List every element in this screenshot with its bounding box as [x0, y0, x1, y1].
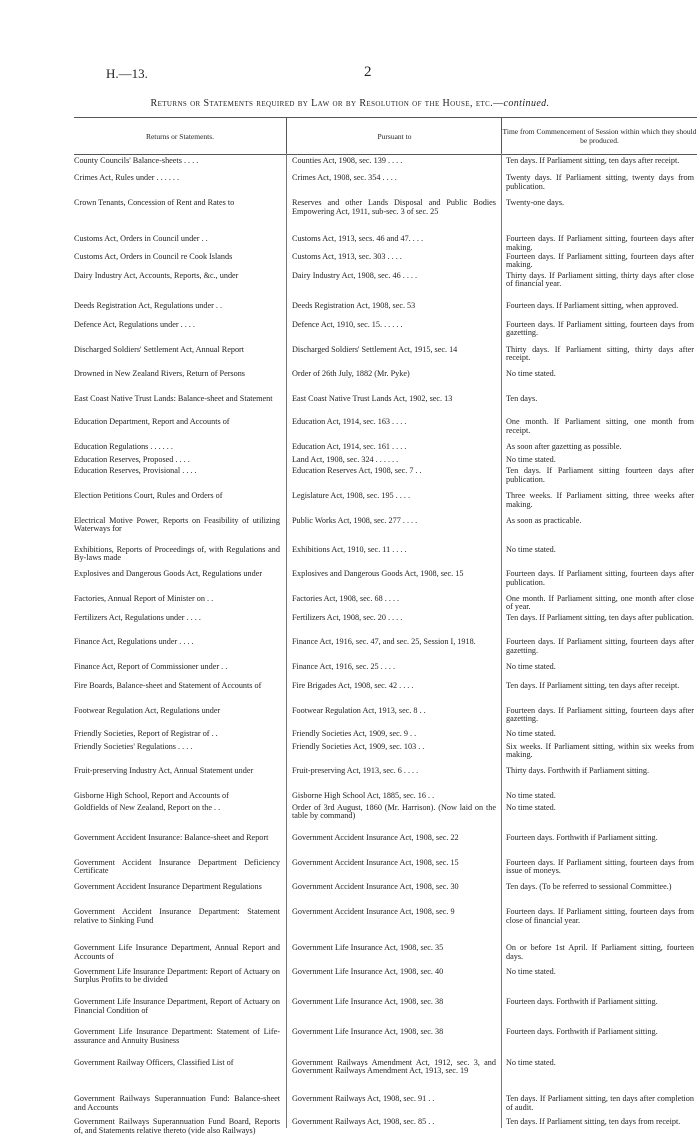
- pursuant-to: Dairy Industry Act, 1908, sec. 46 . . . .: [292, 270, 418, 280]
- time-period: Fourteen days. Forthwith if Parliament sitting.: [506, 1027, 658, 1037]
- pursuant-to: Friendly Societies Act, 1909, sec. 103 . .: [292, 741, 425, 751]
- time-period: No time stated.: [506, 1057, 556, 1067]
- pursuant-to: Defence Act, 1910, sec. 15. . . . . .: [292, 319, 403, 329]
- time-period: Ten days. If Parliament sitting, ten days after completion of audit.: [506, 1094, 694, 1112]
- time-period: Ten days.: [506, 393, 538, 403]
- pursuant-to: Government Accident Insurance Act, 1908, sec. 30: [292, 882, 459, 892]
- pursuant-to: Crimes Act, 1908, sec. 354 . . . .: [292, 173, 397, 183]
- return-title: Government Accident Insurance: Balance-sheet and Report: [74, 833, 269, 843]
- pursuant-to: Fertilizers Act, 1908, sec. 20 . . . .: [292, 612, 403, 622]
- pursuant-to: Legislature Act, 1908, sec. 195 . . . .: [292, 490, 411, 500]
- return-title: Defence Act, Regulations under . . . .: [74, 319, 195, 329]
- return-title: Government Life Insurance Department, Annual Report and Accounts of: [74, 943, 280, 961]
- return-title: Gisborne High School, Report and Accounts of: [74, 791, 229, 801]
- column-header-time: Time from Commencement of Session within which they should be produced.: [501, 117, 697, 155]
- time-period: Ten days. If Parliament sitting fourteen days after publication.: [506, 466, 694, 484]
- time-period: Ten days. (To be referred to sessional Committee.): [506, 882, 672, 892]
- pursuant-to: Land Act, 1908, sec. 324 . . . . . .: [292, 454, 399, 464]
- time-period: One month. If Parliament sitting, one month after close of year.: [506, 593, 694, 612]
- time-period: Thirty days. If Parliament sitting, thirty days after close of financial year.: [506, 270, 694, 289]
- column-divider: [286, 153, 287, 1128]
- pursuant-to: Footwear Regulation Act, 1913, sec. 8 . .: [292, 705, 426, 715]
- pursuant-to: Exhibitions Act, 1910, sec. 11 . . . .: [292, 544, 407, 554]
- column-header-returns: Returns or Statements.: [74, 117, 286, 155]
- pursuant-to: Education Reserves Act, 1908, sec. 7 . .: [292, 466, 422, 476]
- time-period: Fourteen days. If Parliament sitting, fourteen days from issue of moneys.: [506, 857, 694, 876]
- pursuant-to: Government Accident Insurance Act, 1908, sec. 22: [292, 833, 459, 843]
- time-period: Ten days. If Parliament sitting, ten days after receipt.: [506, 680, 680, 690]
- return-title: Factories, Annual Report of Minister on . .: [74, 593, 214, 603]
- page-number: 2: [364, 64, 372, 80]
- pursuant-to: Finance Act, 1916, sec. 25 . . . .: [292, 662, 396, 672]
- return-title: Education Regulations . . . . . .: [74, 441, 173, 451]
- column-header-pursuant: Pursuant to: [286, 117, 502, 155]
- pursuant-to: Finance Act, 1916, sec. 47, and sec. 25, Session I, 1918.: [292, 637, 476, 647]
- time-period: No time stated.: [506, 454, 556, 464]
- pursuant-to: Government Accident Insurance Act, 1908, sec. 15: [292, 857, 459, 867]
- pursuant-to: Factories Act, 1908, sec. 68 . . . .: [292, 593, 400, 603]
- table-subtitle: [0, 98, 700, 109]
- time-period: Twenty-one days.: [506, 198, 565, 208]
- subtitle-main: Returns or Statements required by Law or by Resolution of the House, etc.—: [150, 98, 504, 109]
- time-period: No time stated.: [506, 369, 556, 379]
- pursuant-to: Government Railways Amendment Act, 1912, sec. 3, and Government Railways Amendment Act, 1913, sec. 19: [292, 1057, 496, 1076]
- return-title: Fertilizers Act, Regulations under . . . .: [74, 612, 201, 622]
- pursuant-to: Order of 26th July, 1882 (Mr. Pyke): [292, 369, 410, 379]
- pursuant-to: Government Life Insurance Act, 1908, sec. 40: [292, 966, 444, 976]
- pursuant-to: Government Life Insurance Act, 1908, sec. 38: [292, 1027, 444, 1037]
- return-title: Footwear Regulation Act, Regulations under: [74, 705, 221, 715]
- pursuant-to: Education Act, 1914, sec. 163 . . . .: [292, 417, 407, 426]
- pursuant-to: Customs Act, 1913, sec. 303 . . . .: [292, 251, 402, 261]
- pursuant-to: Discharged Soldiers' Settlement Act, 1915, sec. 14: [292, 344, 458, 354]
- time-period: Thirty days. If Parliament sitting, thirty days after receipt.: [506, 344, 694, 363]
- return-title: Government Life Insurance Department: Report of Actuary on Surplus Profits to be divided: [74, 966, 280, 985]
- time-period: One month. If Parliament sitting, one month from receipt.: [506, 417, 694, 435]
- time-period: Fourteen days. If Parliament sitting, fourteen days after gazetting.: [506, 705, 694, 724]
- pursuant-to: Government Accident Insurance Act, 1908, sec. 9: [292, 907, 455, 917]
- return-title: Education Reserves, Provisional . . . .: [74, 466, 197, 476]
- pursuant-to: Counties Act, 1908, sec. 139 . . . .: [292, 156, 403, 165]
- return-title: Goldfields of New Zealand, Report on the . .: [74, 802, 221, 812]
- return-title: Drowned in New Zealand Rivers, Return of Persons: [74, 369, 245, 379]
- return-title: Election Petitions Court, Rules and Orders of: [74, 490, 223, 500]
- time-period: Thirty days. Forthwith if Parliament sitting.: [506, 766, 650, 776]
- column-divider: [501, 153, 502, 1128]
- return-title: Government Accident Insurance Department Regulations: [74, 882, 262, 892]
- time-period: Fourteen days. If Parliament sitting, fourteen days after making.: [506, 234, 694, 252]
- time-period: No time stated.: [506, 791, 556, 801]
- subtitle-continued: continued.: [503, 98, 550, 109]
- time-period: No time stated.: [506, 544, 556, 554]
- return-title: Finance Act, Report of Commissioner under . .: [74, 662, 228, 672]
- return-title: Fruit-preserving Industry Act, Annual Statement under: [74, 766, 254, 776]
- return-title: Friendly Societies' Regulations . . . .: [74, 741, 193, 751]
- return-title: Education Reserves, Proposed . . . .: [74, 454, 190, 464]
- pursuant-to: Customs Act, 1913, secs. 46 and 47. . . .: [292, 234, 423, 244]
- return-title: Finance Act, Regulations under . . . .: [74, 637, 194, 647]
- time-period: Fourteen days. If Parliament sitting, fourteen days after making.: [506, 251, 694, 270]
- pursuant-to: Fruit-preserving Act, 1913, sec. 6 . . . .: [292, 766, 419, 776]
- return-title: Dairy Industry Act, Accounts, Reports, &c., under: [74, 270, 239, 280]
- time-period: Ten days. If Parliament sitting, ten days after receipt.: [506, 156, 680, 165]
- return-title: Customs Act, Orders in Council under . .: [74, 234, 208, 244]
- time-period: Ten days. If Parliament sitting, ten days from receipt.: [506, 1117, 681, 1127]
- pursuant-to: Government Life Insurance Act, 1908, sec. 35: [292, 943, 444, 953]
- return-title: Government Life Insurance Department: Statement of Life-assurance and Annuity Business: [74, 1027, 280, 1046]
- return-title: Government Railways Superannuation Fund Board, Reports of, and Statements relative thereto (vide also Railways): [74, 1117, 280, 1135]
- time-period: Fourteen days. If Parliament sitting, fourteen days after publication.: [506, 569, 694, 587]
- return-title: Government Railway Officers, Classified List of: [74, 1057, 234, 1067]
- pursuant-to: Government Railways Act, 1908, sec. 85 . .: [292, 1117, 435, 1127]
- time-period: No time stated.: [506, 966, 556, 976]
- pursuant-to: Order of 3rd August, 1860 (Mr. Harrison). (Now laid on the table by command): [292, 802, 496, 821]
- return-title: Deeds Registration Act, Regulations under . .: [74, 301, 223, 310]
- time-period: Twenty days. If Parliament sitting, twenty days from publication.: [506, 173, 694, 191]
- return-title: Explosives and Dangerous Goods Act, Regulations under: [74, 569, 263, 579]
- time-period: As soon after gazetting as possible.: [506, 441, 622, 451]
- time-period: Fourteen days. If Parliament sitting, fourteen days from close of financial year.: [506, 907, 694, 925]
- pursuant-to: Reserves and other Lands Disposal and Public Bodies Empowering Act, 1911, sub-sec. 3 of sec. 25: [292, 198, 496, 216]
- time-period: On or before 1st April. If Parliament sitting, fourteen days.: [506, 943, 694, 961]
- time-period: Six weeks. If Parliament sitting, within six weeks from making.: [506, 741, 694, 760]
- return-title: Discharged Soldiers' Settlement Act, Annual Report: [74, 344, 245, 354]
- paper-reference: H.—13.: [106, 66, 148, 81]
- return-title: Customs Act, Orders in Council re Cook Islands: [74, 251, 233, 261]
- return-title: Electrical Motive Power, Reports on Feasibility of utilizing Waterways for: [74, 515, 280, 534]
- return-title: Fire Boards, Balance-sheet and Statement of Accounts of: [74, 680, 262, 690]
- pursuant-to: Government Railways Act, 1908, sec. 91 . .: [292, 1094, 435, 1104]
- pursuant-to: East Coast Native Trust Lands Act, 1902, sec. 13: [292, 393, 453, 403]
- time-period: As soon as practicable.: [506, 515, 582, 525]
- return-title: Education Department, Report and Accounts of: [74, 417, 230, 426]
- time-period: Ten days. If Parliament sitting, ten days after publication.: [506, 612, 694, 622]
- pursuant-to: Friendly Societies Act, 1909, sec. 9 . .: [292, 728, 417, 738]
- return-title: Government Life Insurance Department, Report of Actuary on Financial Condition of: [74, 997, 280, 1015]
- time-period: Fourteen days. If Parliament sitting, when approved.: [506, 301, 679, 310]
- return-title: Government Accident Insurance Department: Statement relative to Sinking Fund: [74, 907, 280, 925]
- time-period: Fourteen days. If Parliament sitting, fourteen days after gazetting.: [506, 637, 694, 655]
- return-title: East Coast Native Trust Lands: Balance-sheet and Statement: [74, 393, 273, 403]
- time-period: Three weeks. If Parliament sitting, three weeks after making.: [506, 490, 694, 509]
- time-period: Fourteen days. If Parliament sitting, fourteen days from gazetting.: [506, 319, 694, 338]
- pursuant-to: Deeds Registration Act, 1908, sec. 53: [292, 301, 416, 310]
- time-period: No time stated.: [506, 662, 556, 672]
- pursuant-to: Public Works Act, 1908, sec. 277 . . . .: [292, 515, 418, 525]
- return-title: Exhibitions, Reports of Proceedings of, with Regulations and By-laws made: [74, 544, 280, 563]
- return-title: County Councils' Balance-sheets . . . .: [74, 156, 199, 165]
- pursuant-to: Explosives and Dangerous Goods Act, 1908, sec. 15: [292, 569, 464, 579]
- return-title: Crimes Act, Rules under . . . . . .: [74, 173, 180, 183]
- return-title: Government Railways Superannuation Fund: Balance-sheet and Accounts: [74, 1094, 280, 1112]
- pursuant-to: Fire Brigades Act, 1908, sec. 42 . . . .: [292, 680, 414, 690]
- pursuant-to: Gisborne High School Act, 1885, sec. 16 . .: [292, 791, 435, 801]
- pursuant-to: Education Act, 1914, sec. 161 . . . .: [292, 441, 407, 451]
- time-period: No time stated.: [506, 802, 556, 812]
- return-title: Government Accident Insurance Department Deficiency Certificate: [74, 857, 280, 876]
- time-period: Fourteen days. Forthwith if Parliament sitting.: [506, 833, 658, 843]
- time-period: Fourteen days. Forthwith if Parliament sitting.: [506, 997, 658, 1006]
- return-title: Crown Tenants, Concession of Rent and Rates to: [74, 198, 235, 208]
- pursuant-to: Government Life Insurance Act, 1908, sec. 38: [292, 997, 444, 1006]
- time-period: No time stated.: [506, 728, 556, 738]
- return-title: Friendly Societies, Report of Registrar of . .: [74, 728, 218, 738]
